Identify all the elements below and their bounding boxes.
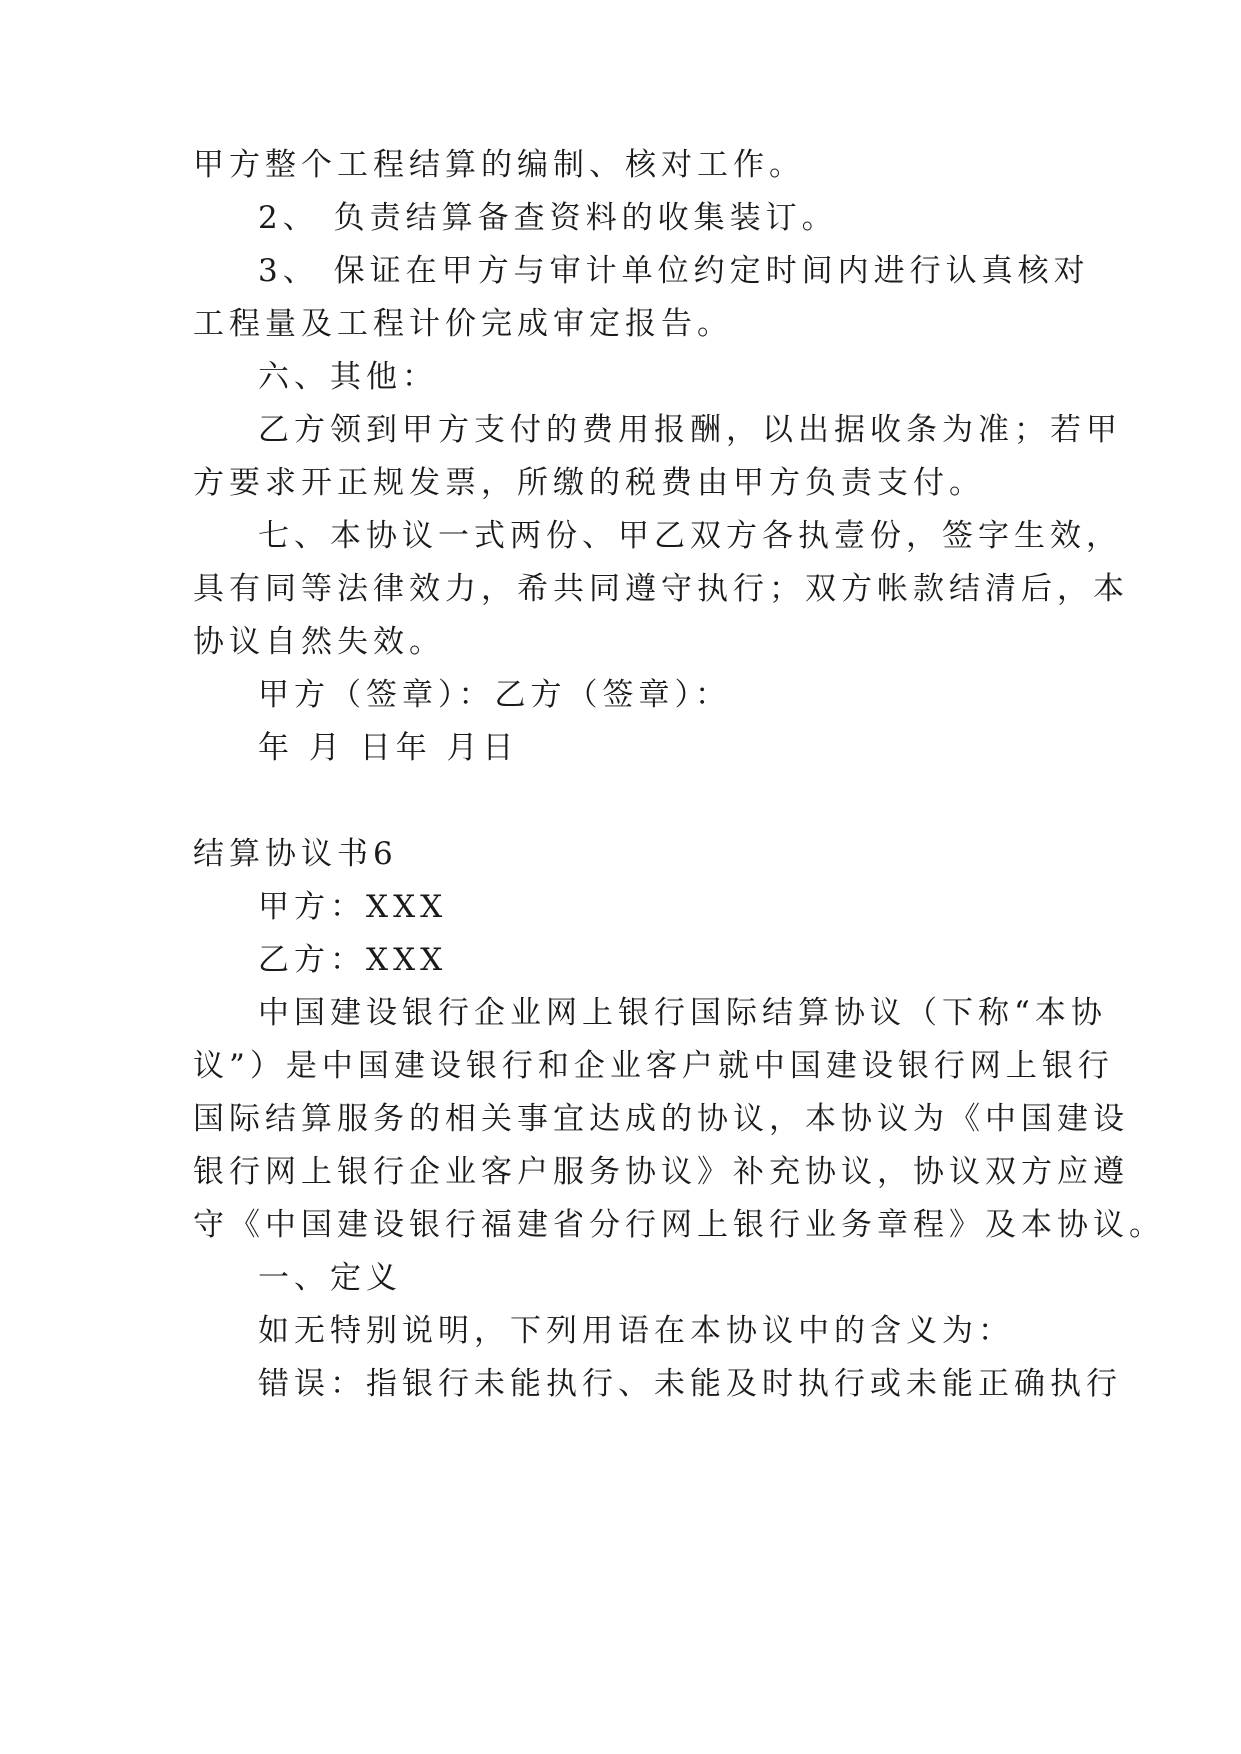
date-line: 年 月 日年 月日 bbox=[258, 730, 519, 766]
paragraph-line: 银行网上银行企业客户服务协议》补充协议，协议双方应遵 bbox=[193, 1154, 1129, 1190]
paragraph-line: 工程量及工程计价完成审定报告。 bbox=[193, 306, 733, 342]
paragraph-line: 七、本协议一式两份、甲乙双方各执壹份，签字生效， bbox=[258, 518, 1122, 554]
paragraph-line: 方要求开正规发票，所缴的税费由甲方负责支付。 bbox=[193, 465, 985, 501]
paragraph-line: 中国建设银行企业网上银行国际结算协议（下称“本协 bbox=[258, 995, 1107, 1031]
paragraph-line: 2、 负责结算备查资料的收集装订。 bbox=[258, 200, 838, 236]
paragraph-line: 国际结算服务的相关事宜达成的协议，本协议为《中国建设 bbox=[193, 1101, 1129, 1137]
section-heading: 六、其他： bbox=[258, 359, 438, 395]
paragraph-line: 乙方领到甲方支付的费用报酬，以出据收条为准；若甲 bbox=[258, 412, 1122, 448]
paragraph-line: 甲方整个工程结算的编制、核对工作。 bbox=[193, 147, 805, 183]
party-a-line: 甲方：XXX bbox=[258, 889, 448, 925]
paragraph-line: 守《中国建设银行福建省分行网上银行业务章程》及本协议。 bbox=[193, 1207, 1165, 1243]
party-b-line: 乙方：XXX bbox=[258, 942, 448, 978]
paragraph-line: 错误：指银行未能执行、未能及时执行或未能正确执行 bbox=[258, 1366, 1122, 1402]
paragraph-line: 协议自然失效。 bbox=[193, 624, 445, 660]
section-heading: 一、定义 bbox=[258, 1260, 402, 1296]
document-title: 结算协议书6 bbox=[193, 836, 398, 872]
paragraph-line: 3、 保证在甲方与审计单位约定时间内进行认真核对 bbox=[258, 253, 1090, 289]
signature-line: 甲方（签章）：乙方（签章）： bbox=[258, 677, 731, 713]
paragraph-line: 具有同等法律效力，希共同遵守执行；双方帐款结清后，本 bbox=[193, 571, 1129, 607]
paragraph-line: 议”）是中国建设银行和企业客户就中国建设银行网上银行 bbox=[193, 1048, 1114, 1084]
paragraph-line: 如无特别说明，下列用语在本协议中的含义为： bbox=[258, 1313, 1014, 1349]
